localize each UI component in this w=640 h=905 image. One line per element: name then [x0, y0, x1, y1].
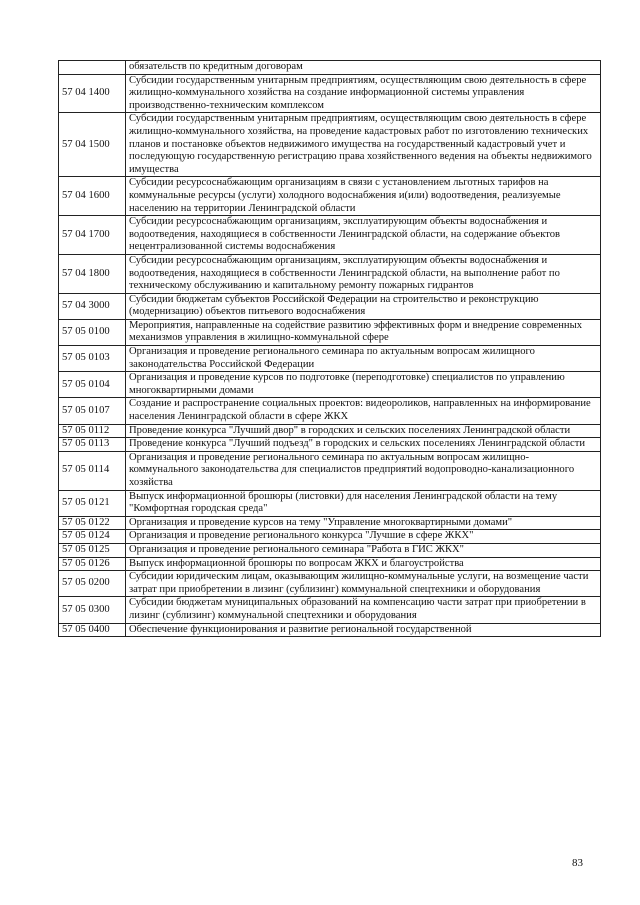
- budget-code-cell: 57 04 1400: [59, 74, 126, 113]
- description-cell: Организация и проведение регионального конкурса "Лучшие в сфере ЖКХ": [126, 530, 601, 544]
- table-row: [59, 623, 601, 637]
- budget-code-cell: 57 05 0400: [59, 623, 126, 637]
- table-row: [59, 398, 601, 424]
- description-cell: Субсидии ресурсоснабжающим организациям в связи с установлением льготных тарифов на коммунальные ресурсы (услуги) холодного водоснабжения и(или) водоотведения, реализуемые населению на территории Ленинградской области: [126, 177, 601, 216]
- description-cell: Субсидии государственным унитарным предприятиям, осуществляющим свою деятельность в сфере жилищно-коммунального хозяйства, на проведение кадастровых работ по изготовлению технических планов и постановке объектов недвижимого имущества на государственный кадастровый учет и последующую государственную регистрацию права хозяйственного ведения на объекты недвижимого имущества: [126, 113, 601, 177]
- budget-code-cell: 57 05 0300: [59, 597, 126, 623]
- budget-code-cell: 57 04 3000: [59, 293, 126, 319]
- table-row: [59, 438, 601, 452]
- description-cell: Субсидии ресурсоснабжающим организациям, эксплуатирующим объекты водоснабжения и водоотведения, находящиеся в собственности Ленинградской области, на содержание объектов нецентрализованной системы водоснабжения: [126, 216, 601, 255]
- description-cell: Субсидии юридическим лицам, оказывающим жилищно-коммунальные услуги, на возмещение части затрат при приобретении в лизинг (сублизинг) коммунальной спецтехники и оборудования: [126, 571, 601, 597]
- table-row: [59, 490, 601, 516]
- description-cell: Организация и проведение курсов по подготовке (переподготовке) специалистов по управлению многоквартирными домами: [126, 372, 601, 398]
- table-row: [59, 254, 601, 293]
- budget-code-cell: 57 05 0113: [59, 438, 126, 452]
- description-cell: Субсидии бюджетам муниципальных образований на компенсацию части затрат при приобретении в лизинг (сублизинг) коммунальной спецтехники и оборудования: [126, 597, 601, 623]
- table-row: [59, 597, 601, 623]
- budget-code-cell: 57 04 1800: [59, 254, 126, 293]
- description-cell: Проведение конкурса "Лучший двор" в городских и сельских поселениях Ленинградской области: [126, 424, 601, 438]
- description-cell: Субсидии бюджетам субъектов Российской Федерации на строительство и реконструкцию (модернизацию) объектов питьевого водоснабжения: [126, 293, 601, 319]
- page-number: 83: [572, 857, 583, 869]
- table-row: [59, 372, 601, 398]
- table-row: [59, 293, 601, 319]
- table-row: [59, 424, 601, 438]
- table-row: [59, 61, 601, 75]
- table-row: [59, 451, 601, 490]
- budget-code-cell: 57 04 1600: [59, 177, 126, 216]
- description-cell: Организация и проведение курсов на тему "Управление многоквартирными домами": [126, 516, 601, 530]
- budget-code-cell: 57 05 0112: [59, 424, 126, 438]
- budget-classification-table: [58, 60, 601, 637]
- description-cell: Организация и проведение регионального семинара "Работа в ГИС ЖКХ": [126, 543, 601, 557]
- table-row: [59, 74, 601, 113]
- description-cell: Организация и проведение регионального семинара по актуальным вопросам жилищно-коммунального законодательства для специалистов предприятий водопроводно-канализационного хозяйства: [126, 451, 601, 490]
- budget-code-cell: 57 04 1700: [59, 216, 126, 255]
- description-cell: Выпуск информационной брошюры (листовки) для населения Ленинградской области на тему "Комфортная городская среда": [126, 490, 601, 516]
- budget-code-cell: 57 05 0121: [59, 490, 126, 516]
- budget-code-cell: [59, 61, 126, 75]
- description-cell: обязательств по кредитным договорам: [126, 61, 601, 75]
- budget-code-cell: 57 05 0122: [59, 516, 126, 530]
- budget-code-cell: 57 05 0126: [59, 557, 126, 571]
- table-row: [59, 319, 601, 345]
- description-cell: Организация и проведение регионального семинара по актуальным вопросам жилищного законодательства Российской Федерации: [126, 346, 601, 372]
- description-cell: Субсидии государственным унитарным предприятиям, осуществляющим свою деятельность в сфере жилищно-коммунального хозяйства на создание информационной системы управления производственно-техническим комплексом: [126, 74, 601, 113]
- table-row: [59, 216, 601, 255]
- table-row: [59, 530, 601, 544]
- table-row: [59, 113, 601, 177]
- table-row: [59, 543, 601, 557]
- budget-code-cell: 57 05 0104: [59, 372, 126, 398]
- budget-code-cell: 57 05 0103: [59, 346, 126, 372]
- description-cell: Создание и распространение социальных проектов: видеороликов, направленных на информирование населения Ленинградской области в сфере ЖКХ: [126, 398, 601, 424]
- description-cell: Выпуск информационной брошюры по вопросам ЖКХ и благоустройства: [126, 557, 601, 571]
- table-row: [59, 346, 601, 372]
- description-cell: Субсидии ресурсоснабжающим организациям, эксплуатирующим объекты водоснабжения и водоотведения, находящиеся в собственности Ленинградской области, на выполнение работ по техническому обслуживанию и капитальному ремонту пожарных гидрантов: [126, 254, 601, 293]
- table-row: [59, 571, 601, 597]
- description-cell: Обеспечение функционирования и развитие региональной государственной: [126, 623, 601, 637]
- budget-code-cell: 57 04 1500: [59, 113, 126, 177]
- budget-code-cell: 57 05 0100: [59, 319, 126, 345]
- budget-code-cell: 57 05 0124: [59, 530, 126, 544]
- description-cell: Проведение конкурса "Лучший подъезд" в городских и сельских поселениях Ленинградской области: [126, 438, 601, 452]
- description-cell: Мероприятия, направленные на содействие развитию эффективных форм и внедрение современных механизмов управления в жилищно-коммунальной сфере: [126, 319, 601, 345]
- budget-code-cell: 57 05 0200: [59, 571, 126, 597]
- budget-code-cell: 57 05 0107: [59, 398, 126, 424]
- budget-code-cell: 57 05 0114: [59, 451, 126, 490]
- table-row: [59, 177, 601, 216]
- budget-code-cell: 57 05 0125: [59, 543, 126, 557]
- table-row: [59, 557, 601, 571]
- table-row: [59, 516, 601, 530]
